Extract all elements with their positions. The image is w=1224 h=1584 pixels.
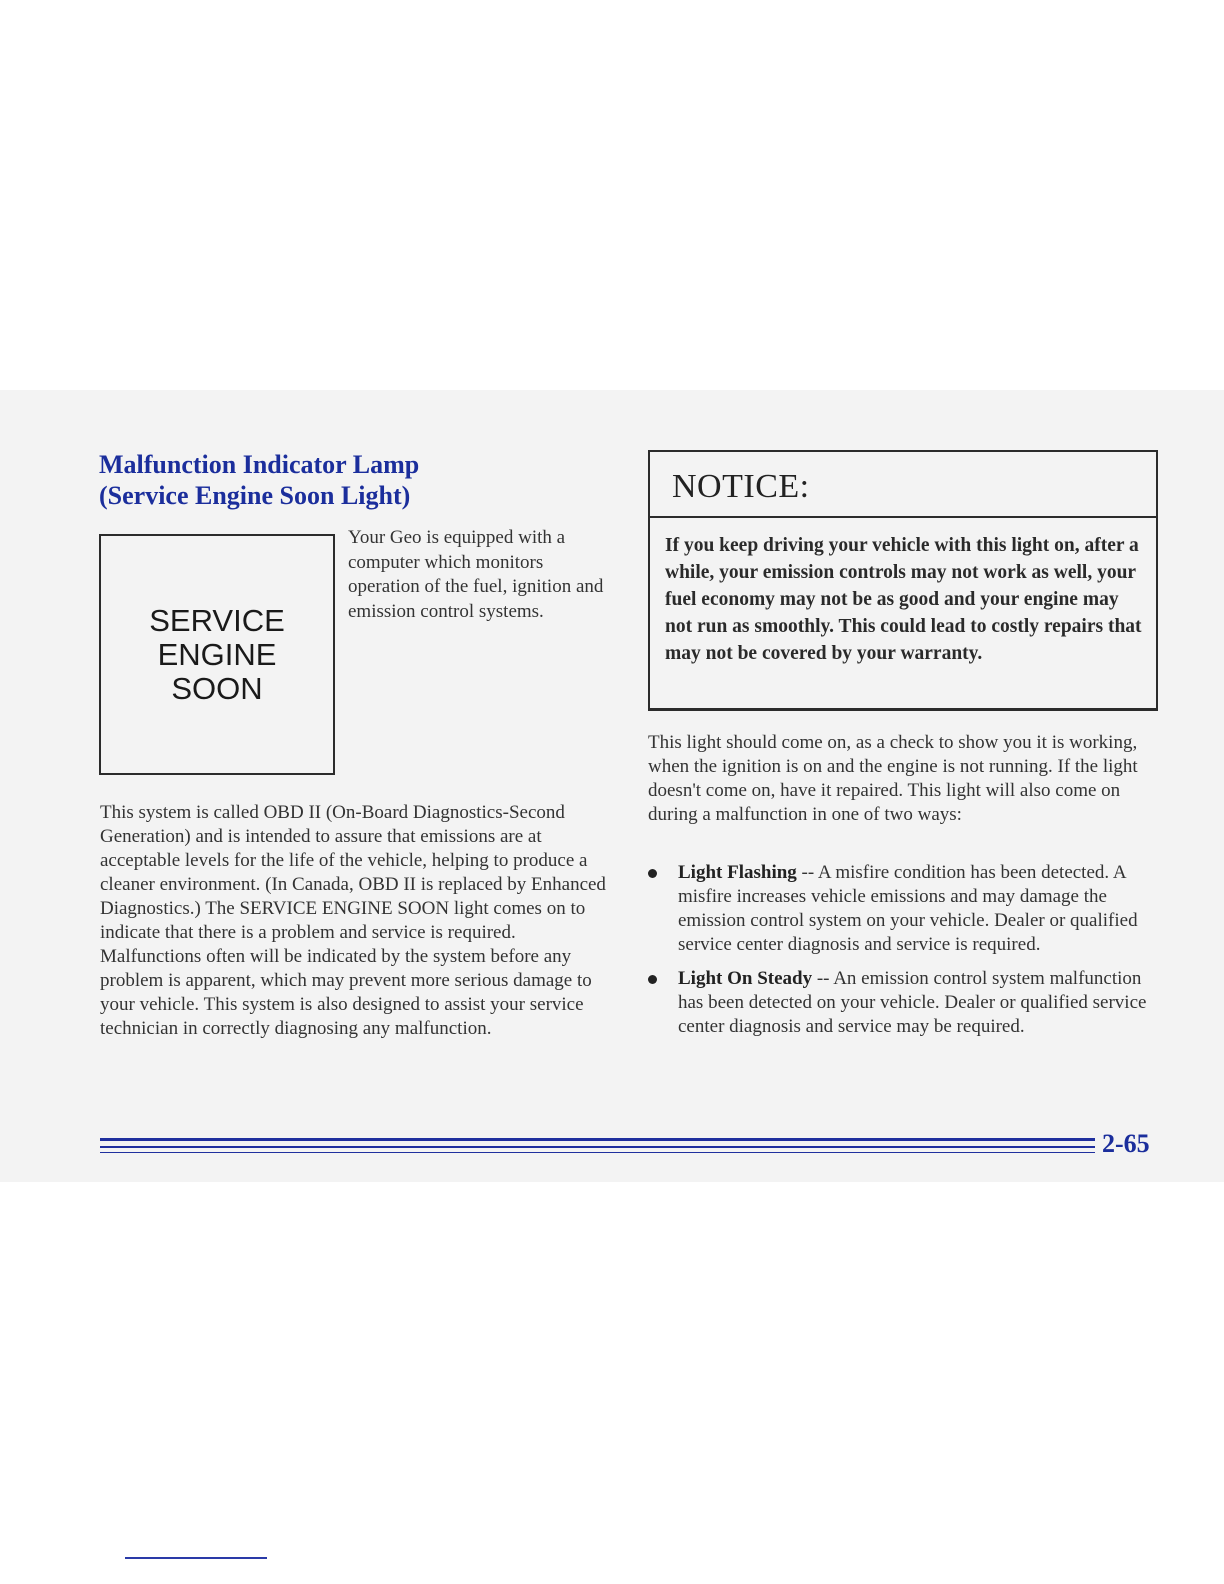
- section-title: [99, 449, 419, 511]
- bullet-text: -- An emission control system malfunction has been detected on your vehicle. Dealer or qualified service center diagnosis and service may be required.: [678, 968, 1147, 1037]
- notice-title: NOTICE:: [672, 468, 810, 505]
- section-title-line2: (Service Engine Soon Light): [99, 481, 411, 510]
- bullet-text: -- A misfire condition has been detected. A misfire increases vehicle emissions and may damage the emission control system on your vehicle. Dealer or qualified service center diagnosis and service is required.: [678, 862, 1138, 955]
- footer-rule: [100, 1152, 1095, 1153]
- bullet-label: Light Flashing: [678, 862, 797, 883]
- bullet-label: Light On Steady: [678, 968, 813, 989]
- notice-text: If you keep driving your vehicle with this light on, after a while, your emission controls may not work as well, your fuel economy may not be as good and your engine may not run as smoothly. This could lead to costly repairs that may not be covered by your warranty.: [665, 535, 1142, 664]
- notice-box: [648, 450, 1158, 711]
- lamp-description: Your Geo is equipped with a computer which monitors operation of the fuel, ignition and emission control systems.: [348, 527, 604, 622]
- light-check-paragraph: This light should come on, as a check to show you it is working, when the ignition is on and the engine is not running. If the light doesn't come on, have it repaired. This light will also come on during a malfunction in one of two ways:: [648, 732, 1138, 825]
- lamp-text-line1: SERVICE: [149, 602, 285, 638]
- page-number: 2-65: [1102, 1129, 1150, 1158]
- notice-divider: [650, 516, 1156, 518]
- malfunction-modes-list: [648, 861, 1158, 1049]
- service-engine-soon-lamp-illustration: [99, 534, 335, 775]
- list-item-light-flashing: [648, 861, 1158, 957]
- list-item-light-on-steady: [648, 967, 1158, 1039]
- footer-rule: [100, 1146, 1095, 1148]
- obd-description-paragraph: This system is called OBD II (On-Board Diagnostics-Second Generation) and is intended to assure that emissions are at acceptable levels for the life of the vehicle, helping to produce a cleaner environment. (In Canada, OBD II is replaced by Enhanced Diagnostics.) The SERVICE ENGINE SOON light comes on to indicate that there is a problem and service is required. Malfunctions often will be indicated by the system before any problem is apparent, which may prevent more serious damage to your vehicle. This system is also designed to assist your service technician in correctly diagnosing any malfunction.: [100, 802, 606, 1039]
- lamp-text-line3: SOON: [171, 670, 263, 706]
- lamp-text-line2: ENGINE: [157, 636, 277, 672]
- section-title-line1: Malfunction Indicator Lamp: [99, 450, 420, 479]
- bottom-divider-line: [125, 1557, 267, 1559]
- footer-rule: [100, 1138, 1095, 1141]
